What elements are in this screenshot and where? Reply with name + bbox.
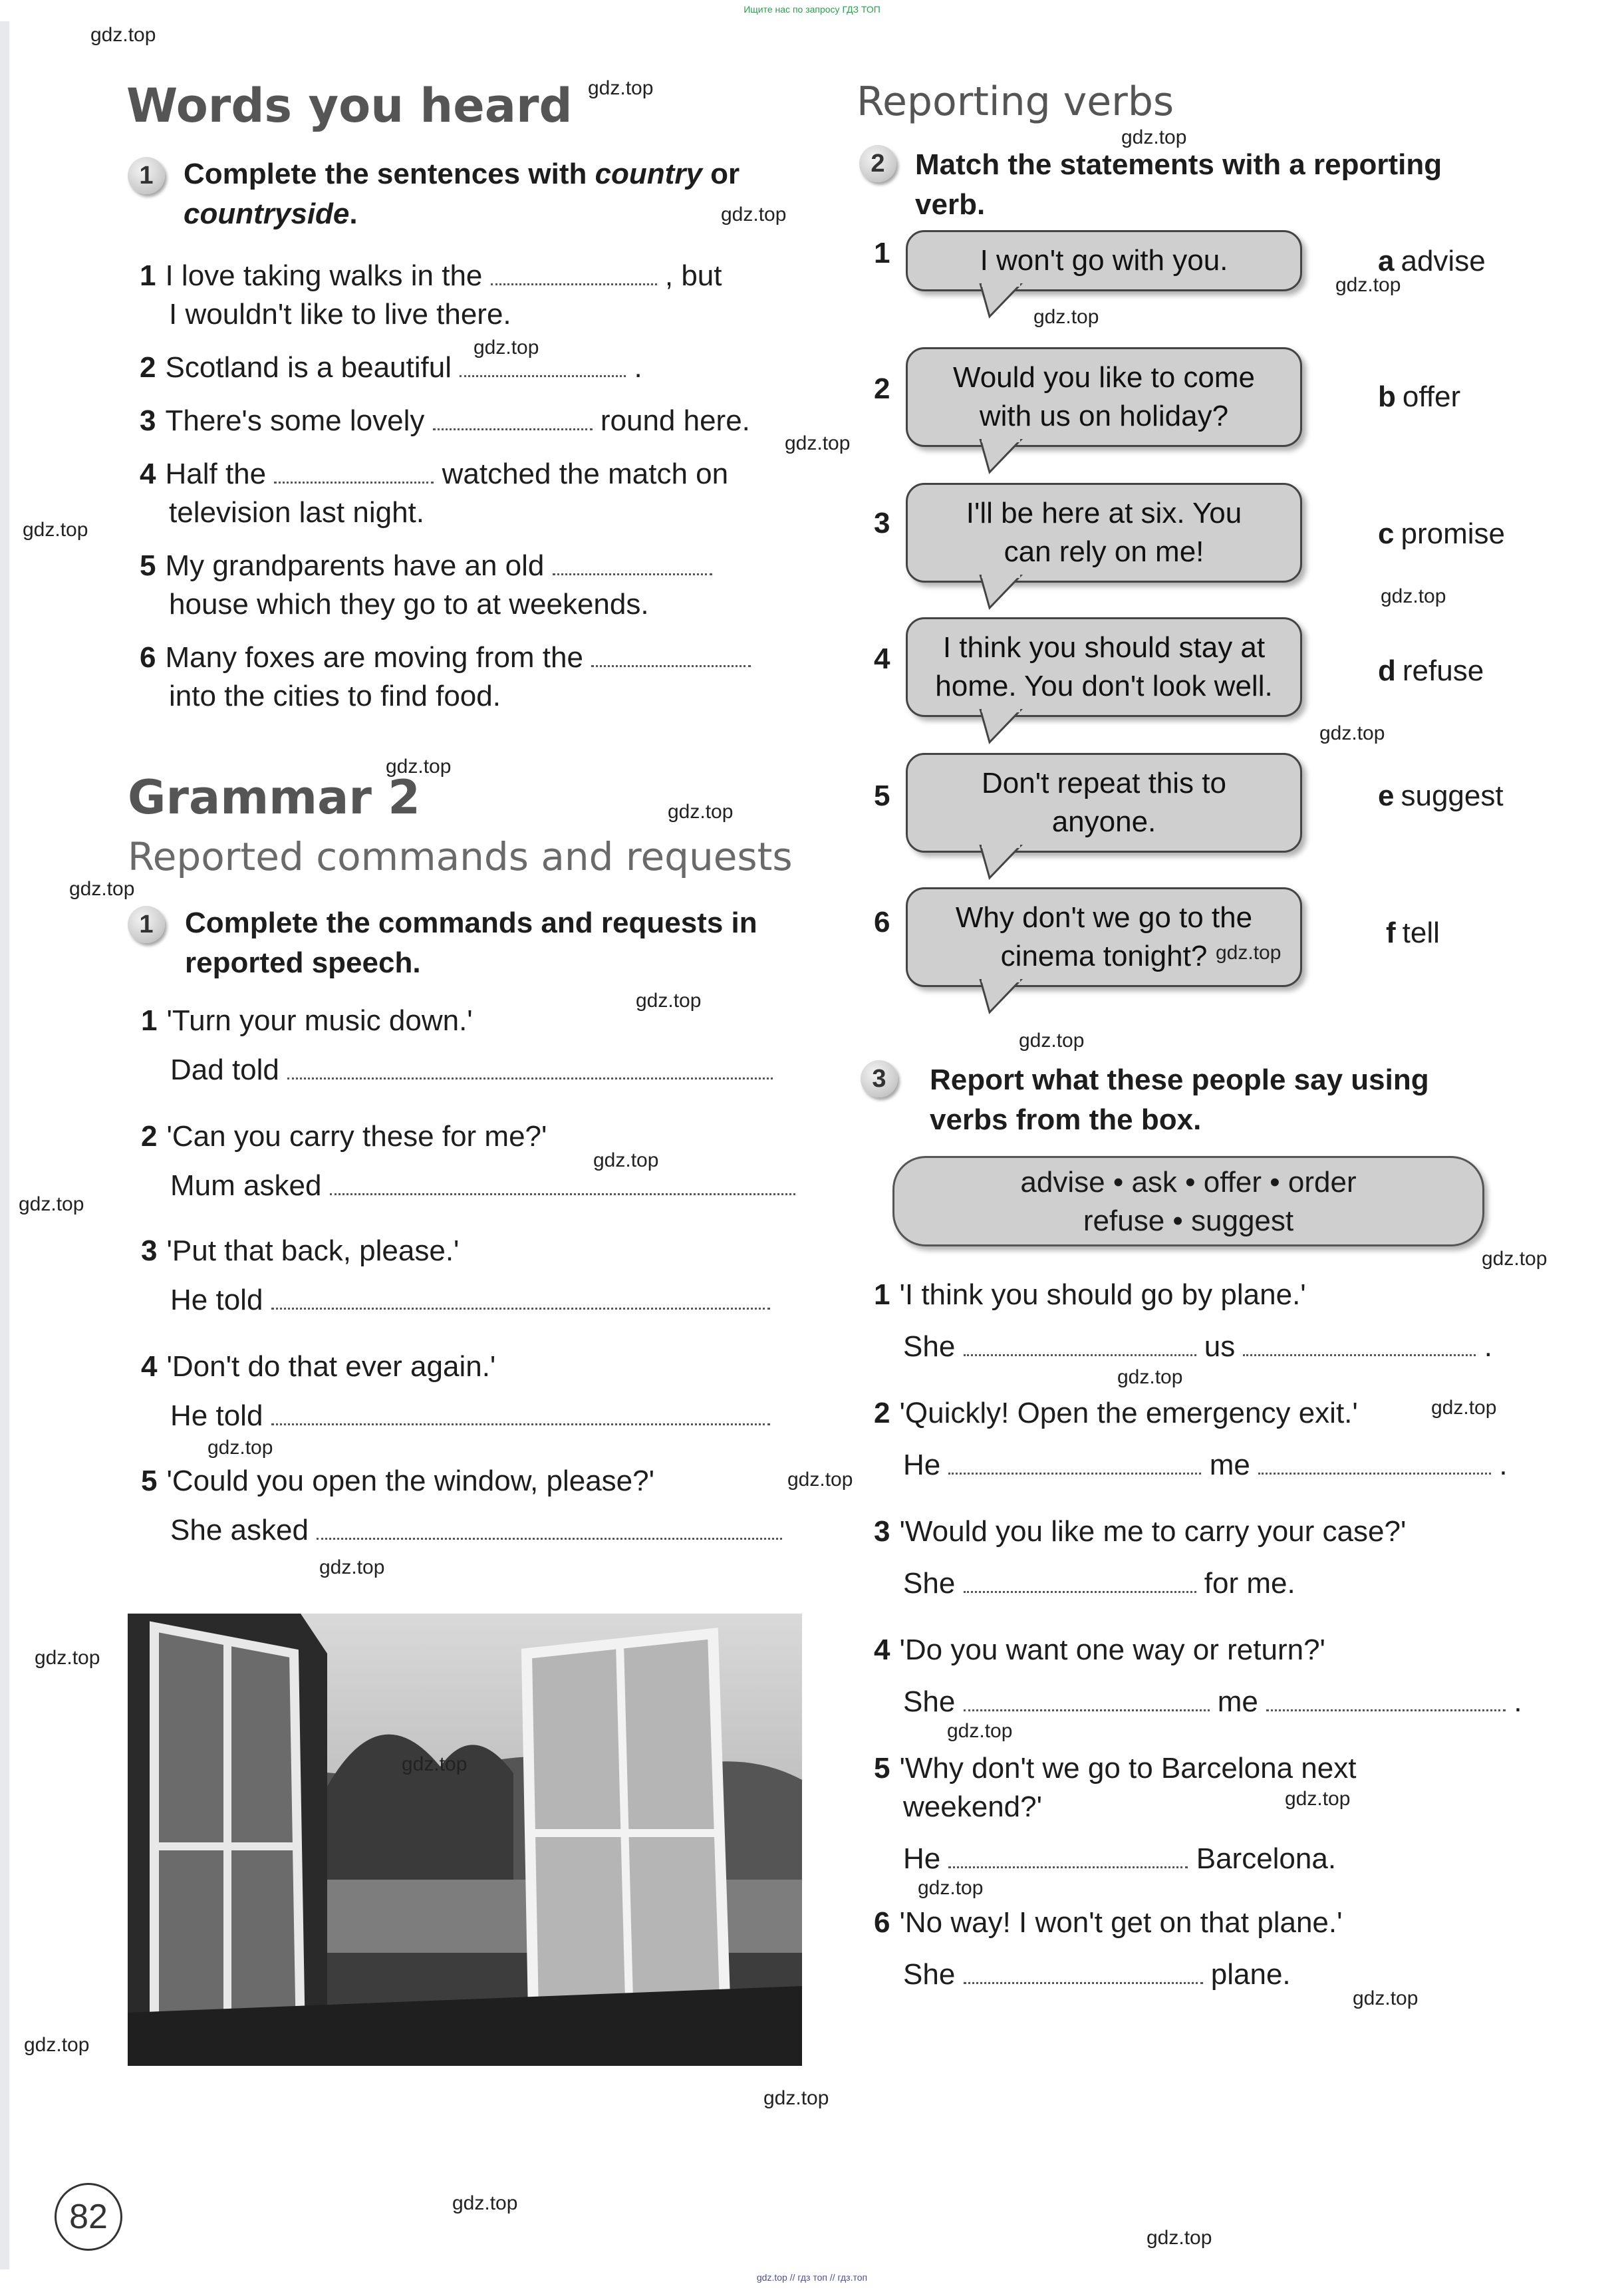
page-number: 82 <box>55 2183 122 2251</box>
watermark: gdz.top <box>1121 126 1187 148</box>
answer-blank[interactable] <box>491 266 657 285</box>
watermark: gdz.top <box>1216 942 1282 964</box>
answer-blank[interactable] <box>964 1965 1203 1984</box>
window-photo <box>128 1614 802 2066</box>
report-item-2: 2 'Quickly! Open the emergency exit.' <box>874 1397 1358 1429</box>
speech-bubble-5: Don't repeat this to anyone. <box>906 753 1302 853</box>
watermark: gdz.top <box>207 1437 273 1459</box>
verb-e: e suggest <box>1378 780 1504 812</box>
grammar2-item-4: 4 'Don't do that ever again.' <box>141 1350 496 1383</box>
words-you-heard-title: Words you heard <box>126 78 573 133</box>
watermark: gdz.top <box>23 519 88 541</box>
watermark: gdz.top <box>452 2192 518 2214</box>
watermark: gdz.top <box>593 1149 659 1171</box>
watermark: gdz.top <box>1335 274 1401 296</box>
answer-blank[interactable] <box>948 1849 1188 1868</box>
statement-number-1: 1 <box>874 237 890 269</box>
watermark: gdz.top <box>787 1469 853 1491</box>
grammar2-item-2: 2 'Can you carry these for me?' <box>141 1120 547 1153</box>
report-item-4: 4 'Do you want one way or return?' <box>874 1634 1325 1666</box>
watermark: gdz.top <box>35 1647 100 1669</box>
answer-blank[interactable] <box>317 1520 782 1540</box>
grammar2-answer-2: Mum asked <box>170 1167 802 1205</box>
words-instruction: Complete the sentences with country or countryside. <box>184 158 740 230</box>
exercise-2-number: 2 <box>859 145 896 182</box>
watermark: gdz.top <box>1033 306 1099 328</box>
watermark: gdz.top <box>69 878 135 900</box>
words-item-6: 6 Many foxes are moving from the into the cities to find food. <box>140 639 805 716</box>
grammar2-instruction: Complete the commands and requests in reported speech. <box>185 907 757 979</box>
answer-blank[interactable] <box>271 1406 770 1425</box>
answer-blank[interactable] <box>1243 1337 1476 1356</box>
footer-link[interactable]: gdz.top // гдз топ // гдз.топ <box>756 2272 868 2283</box>
grammar2-item-3: 3 'Put that back, please.' <box>141 1234 460 1267</box>
watermark: gdz.top <box>1353 1987 1419 2009</box>
statement-number-4: 4 <box>874 643 890 675</box>
watermark: gdz.top <box>947 1720 1013 1742</box>
bubble-tail <box>978 979 1024 1015</box>
words-item-1: 1 I love taking walks in the , but I wouldn't like to live there. <box>140 259 722 331</box>
grammar2-answer-1: Dad told <box>170 1051 802 1089</box>
words-item-2: 2 Scotland is a beautiful . <box>140 351 642 384</box>
report-instruction: Report what these people say using verbs from the box. <box>930 1064 1429 1136</box>
grammar2-answer-4: He told <box>170 1397 802 1435</box>
report-answer-6: She plane. <box>903 1958 1291 1991</box>
answer-blank[interactable] <box>1258 1455 1491 1475</box>
statement-number-5: 5 <box>874 780 890 812</box>
report-item-3: 3 'Would you like me to carry your case?' <box>874 1515 1407 1548</box>
watermark: gdz.top <box>1381 585 1446 607</box>
answer-blank[interactable] <box>964 1337 1196 1356</box>
grammar2-subtitle: Reported commands and requests <box>128 834 793 879</box>
answer-blank[interactable] <box>964 1574 1196 1593</box>
watermark: gdz.top <box>90 24 156 46</box>
statement-number-6: 6 <box>874 906 890 938</box>
verb-box: advise • ask • offer • order refuse • suggest <box>892 1156 1484 1246</box>
answer-blank[interactable] <box>964 1692 1210 1711</box>
report-item-5: 5 'Why don't we go to Barcelona next weekend?' <box>874 1752 1357 1823</box>
report-answer-1: She us . <box>903 1330 1492 1363</box>
answer-blank[interactable] <box>460 358 626 377</box>
answer-blank[interactable] <box>271 1290 770 1310</box>
watermark: gdz.top <box>24 2034 90 2056</box>
grammar2-item-1: 1 'Turn your music down.' <box>141 1004 473 1037</box>
answer-blank[interactable] <box>274 464 434 484</box>
watermark: gdz.top <box>1019 1030 1085 1052</box>
watermark: gdz.top <box>918 1877 984 1899</box>
verb-c: c promise <box>1378 517 1505 550</box>
exercise-1b-number: 1 <box>128 906 165 943</box>
watermark: gdz.top <box>1319 722 1385 744</box>
grammar2-answer-3: He told <box>170 1281 802 1320</box>
verb-a: a advise <box>1378 245 1486 277</box>
answer-blank[interactable] <box>330 1176 795 1195</box>
watermark: gdz.top <box>636 990 702 1012</box>
bubble-tail <box>978 845 1024 881</box>
bubble-tail <box>978 709 1024 745</box>
watermark: gdz.top <box>474 337 539 358</box>
report-answer-5: He Barcelona. <box>903 1842 1337 1875</box>
watermark: gdz.top <box>1482 1248 1548 1270</box>
watermark: gdz.top <box>721 204 787 225</box>
words-item-5: 5 My grandparents have an old house which they go to at weekends. <box>140 547 805 624</box>
watermark: gdz.top <box>386 756 452 778</box>
words-item-3: 3 There's some lovely round here. <box>140 404 750 437</box>
report-answer-4: She me . <box>903 1685 1522 1718</box>
watermark: gdz.top <box>1117 1366 1183 1388</box>
watermark: gdz.top <box>1147 2227 1212 2249</box>
watermark: gdz.top <box>319 1556 385 1578</box>
answer-blank[interactable] <box>1266 1692 1506 1711</box>
words-item-4: 4 Half the watched the match on television last night. <box>140 458 729 529</box>
exercise-3-number: 3 <box>861 1060 898 1097</box>
report-item-1: 1 'I think you should go by plane.' <box>874 1278 1306 1311</box>
speech-bubble-6: Why don't we go to the cinema tonight? <box>906 887 1302 987</box>
report-item-6: 6 'No way! I won't get on that plane.' <box>874 1906 1343 1939</box>
exercise-1-number: 1 <box>128 157 165 194</box>
watermark: gdz.top <box>1285 1788 1351 1810</box>
answer-blank[interactable] <box>591 648 751 667</box>
speech-bubble-1: I won't go with you. <box>906 230 1302 291</box>
report-answer-3: She for me. <box>903 1567 1295 1600</box>
answer-blank[interactable] <box>287 1060 773 1079</box>
speech-bubble-3: I'll be here at six. You can rely on me! <box>906 483 1302 583</box>
verb-d: d refuse <box>1378 654 1484 687</box>
speech-bubble-2: Would you like to come with us on holiday? <box>906 347 1302 447</box>
watermark: gdz.top <box>1431 1397 1497 1419</box>
speech-bubble-4: I think you should stay at home. You don't look well. <box>906 617 1302 717</box>
verb-f: f tell <box>1386 917 1440 949</box>
report-answer-2: He me . <box>903 1449 1508 1481</box>
reporting-verbs-title: Reporting verbs <box>857 78 1174 125</box>
answer-blank[interactable] <box>433 411 593 430</box>
watermark: gdz.top <box>763 2087 829 2109</box>
watermark: gdz.top <box>668 801 734 823</box>
reporting-verbs-instruction: Match the statements with a reporting verb. <box>915 148 1442 221</box>
watermark: gdz.top <box>402 1753 468 1775</box>
bubble-tail <box>978 439 1024 475</box>
verb-b: b offer <box>1378 380 1461 413</box>
watermark: gdz.top <box>588 77 654 99</box>
bubble-tail <box>978 283 1024 319</box>
grammar2-answer-5: She asked <box>170 1511 802 1550</box>
answer-blank[interactable] <box>948 1455 1201 1475</box>
header-link[interactable]: Ищите нас по запросу ГДЗ ТОП <box>744 4 880 15</box>
watermark: gdz.top <box>19 1193 84 1215</box>
bubble-tail <box>978 575 1024 611</box>
grammar2-title: Grammar 2 <box>128 770 420 825</box>
statement-number-2: 2 <box>874 372 890 405</box>
answer-blank[interactable] <box>553 556 712 575</box>
grammar2-item-5: 5 'Could you open the window, please?' <box>141 1465 655 1497</box>
statement-number-3: 3 <box>874 507 890 539</box>
watermark: gdz.top <box>785 432 851 454</box>
